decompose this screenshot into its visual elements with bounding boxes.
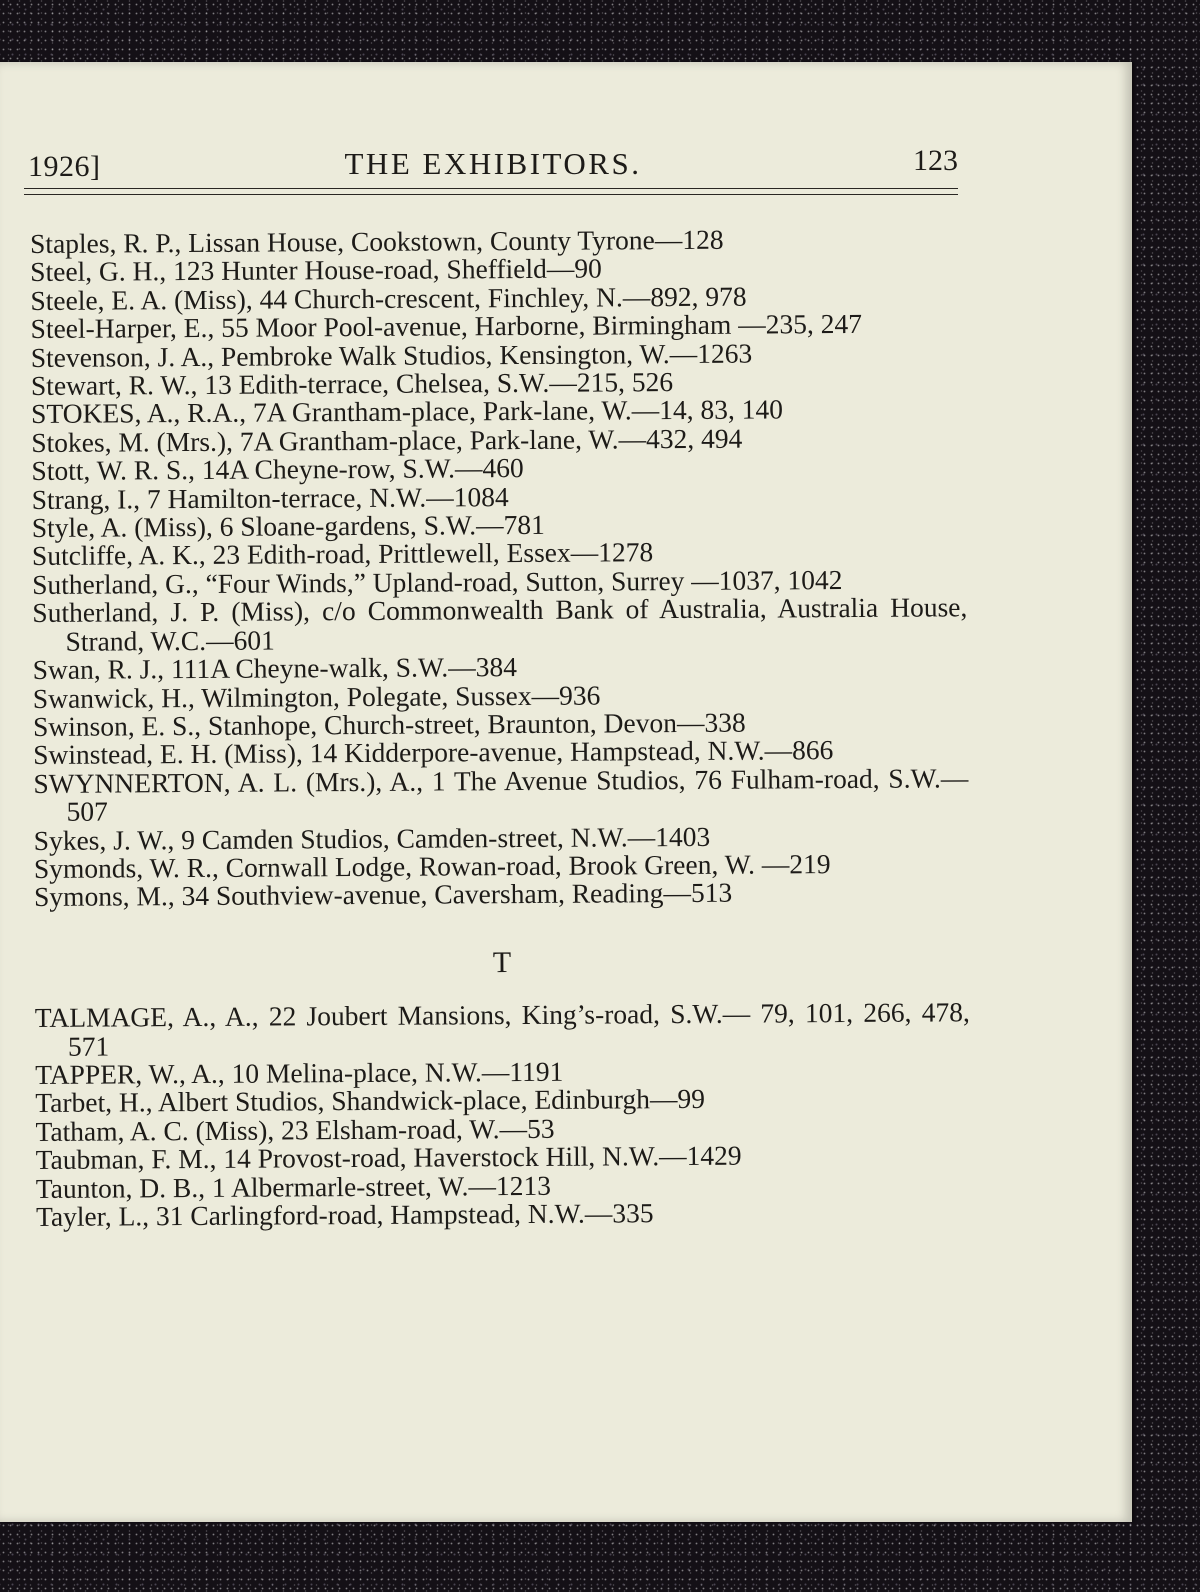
exhibitor-entry: Steel, G. H., 123 Hunter House-road, Sheffield—90: [30, 252, 602, 288]
header-rule: [24, 188, 958, 195]
page-number: 123: [913, 144, 958, 177]
exhibitor-entry: Sutcliffe, A. K., 23 Edith-road, Prittlewell, Essex—1278: [31, 536, 654, 572]
running-header: [28, 144, 958, 184]
exhibitor-entry: STOKES, A., R.A., 7A Grantham-place, Park-lane, W.—14, 83, 140: [31, 393, 784, 430]
exhibitor-entry: Style, A. (Miss), 6 Sloane-gardens, S.W.—781: [31, 508, 545, 544]
exhibitor-entry: Stokes, M. (Mrs.), 7A Grantham-place, Park-lane, W.—432, 494: [31, 422, 743, 458]
exhibitor-entry: Swanwick, H., Wilmington, Polegate, Sussex—936: [32, 679, 601, 714]
exhibitor-entry: Tayler, L., 31 Carlingford-road, Hampstead, N.W.—335: [35, 1197, 654, 1232]
running-year: 1926]: [28, 150, 101, 183]
exhibitor-entry: Steele, E. A. (Miss), 44 Church-crescent, Finchley, N.—892, 978: [30, 280, 747, 316]
exhibitor-entry: Swinson, E. S., Stanhope, Church-street, Braunton, Devon—338: [32, 706, 746, 742]
exhibitor-entry: TAPPER, W., A., 10 Melina-place, N.W.—1191: [35, 1055, 564, 1090]
exhibitor-entry: Symonds, W. R., Cornwall Lodge, Rowan-road, Brook Green, W. —219: [33, 848, 831, 884]
exhibitor-entry: Stevenson, J. A., Pembroke Walk Studios, Kensington, W.—1263: [30, 337, 753, 373]
exhibitor-entry: Sutherland, G., “Four Winds,” Upland-road, Sutton, Surrey —1037, 1042: [32, 563, 843, 600]
exhibitor-entry: Stott, W. R. S., 14A Cheyne-row, S.W.—460: [31, 452, 524, 487]
exhibitor-entry: Steel-Harper, E., 55 Moor Pool-avenue, Harborne, Birmingham —235, 247: [30, 308, 863, 345]
exhibitor-entry: SWYNNERTON, A. L. (Mrs.), A., 1 The Avenue Studios, 76 Fulham-road, S.W.—507: [33, 761, 969, 827]
section-letter-heading: T: [492, 945, 512, 979]
exhibitor-entry: Taubman, F. M., 14 Provost-road, Haverstock Hill, N.W.—1429: [35, 1139, 742, 1176]
exhibitor-entry: Staples, R. P., Lissan House, Cookstown, County Tyrone—128: [29, 223, 724, 259]
exhibitor-entry: Tatham, A. C. (Miss), 23 Elsham-road, W.—53: [35, 1112, 555, 1147]
exhibitor-list: [30, 224, 971, 1231]
exhibitor-entry: Sykes, J. W., 9 Camden Studios, Camden-street, N.W.—1403: [33, 820, 711, 856]
exhibitor-entry: Sutherland, J. P. (Miss), c/o Commonwealth Bank of Australia, Australia House, Strand, W.C.—601: [32, 591, 968, 657]
exhibitor-entry: Stewart, R. W., 13 Edith-terrace, Chelsea, S.W.—215, 526: [30, 366, 674, 402]
exhibitor-entry: Tarbet, H., Albert Studios, Shandwick-place, Edinburgh—99: [35, 1083, 706, 1119]
exhibitor-entry: Taunton, D. B., 1 Albermarle-street, W.—1213: [35, 1169, 552, 1204]
running-title: THE EXHIBITORS.: [344, 146, 642, 181]
exhibitor-entry: Swinstead, E. H. (Miss), 14 Kidderpore-avenue, Hampstead, N.W.—866: [33, 734, 834, 771]
exhibitor-entry: TALMAGE, A., A., 22 Joubert Mansions, King’s-road, S.W.— 79, 101, 266, 478, 571: [34, 996, 970, 1062]
exhibitor-entry: Swan, R. J., 111A Cheyne-walk, S.W.—384: [32, 651, 518, 686]
exhibitor-entry: Strang, I., 7 Hamilton-terrace, N.W.—1084: [31, 480, 509, 515]
catalogue-page: [0, 62, 1132, 1522]
exhibitor-entry: Symons, M., 34 Southview-avenue, Caversham, Reading—513: [33, 877, 733, 913]
